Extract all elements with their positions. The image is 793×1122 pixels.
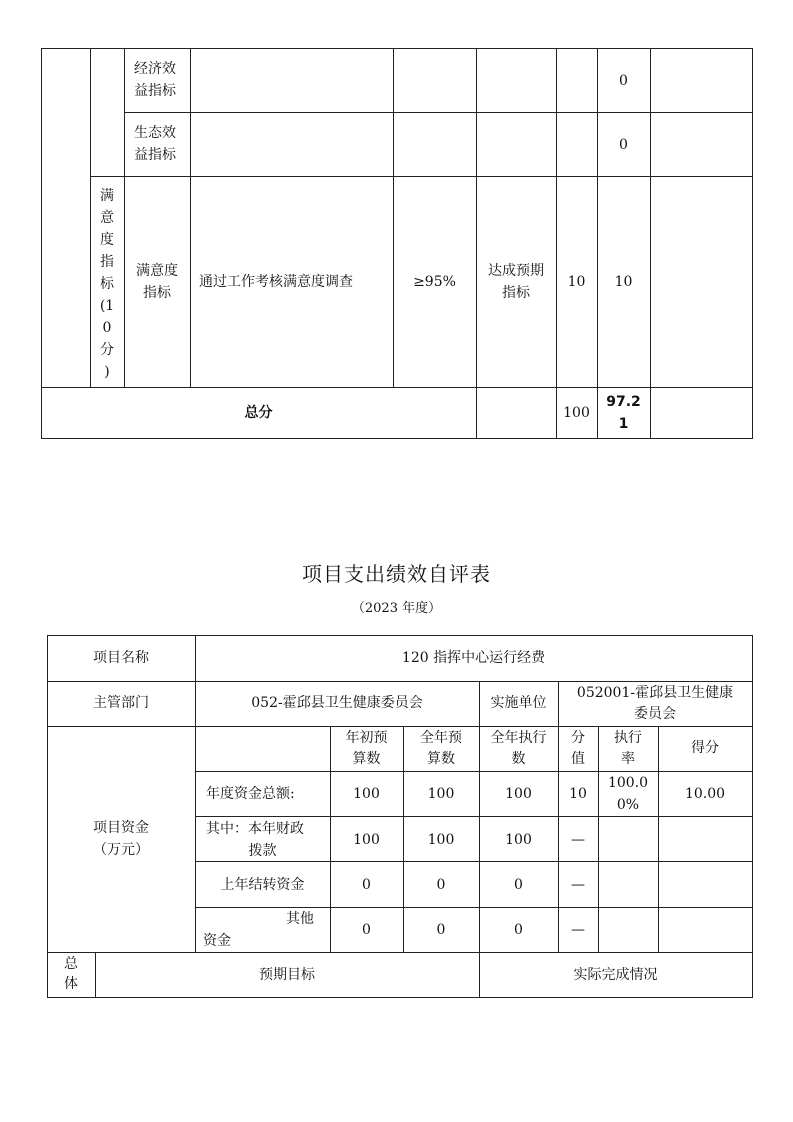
econ-indicator-label: 益指标	[134, 83, 176, 99]
total-label: 总分	[244, 405, 273, 421]
row-initial: 0	[362, 877, 371, 893]
row-label: 资金	[203, 933, 231, 949]
table-border	[124, 48, 125, 388]
table-border	[195, 816, 753, 817]
unit-label: 实施单位	[490, 695, 547, 711]
satisfaction-category: 标	[100, 276, 114, 292]
satisfaction-result: 指标	[502, 285, 530, 301]
table-border	[650, 48, 651, 439]
row-annual: 100	[427, 832, 455, 848]
header-initial-budget: 年初预	[345, 730, 388, 746]
funds-label: 项目资金	[93, 820, 149, 836]
table-border	[124, 112, 753, 113]
row-label: 其他	[286, 911, 314, 927]
table-border	[752, 635, 753, 998]
project-name-label: 项目名称	[93, 650, 149, 666]
table-border	[195, 771, 753, 772]
total-score: 97.2	[606, 394, 641, 410]
satisfaction-target: ≥95%	[413, 274, 456, 290]
table-border	[658, 726, 659, 953]
row-executed: 100	[505, 832, 532, 848]
header-rate: 执行	[614, 730, 642, 746]
satisfaction-category: 0	[102, 320, 112, 336]
row-initial: 100	[353, 786, 380, 802]
row-score: 10.00	[684, 786, 726, 802]
table-border	[41, 48, 753, 49]
table-border	[47, 952, 753, 953]
row-rate: 0%	[616, 797, 640, 813]
expected-goal-label: 预期目标	[259, 967, 315, 983]
header-annual-budget: 算数	[427, 751, 455, 767]
row-annual: 0	[436, 922, 446, 938]
dept-label: 主管部门	[93, 695, 149, 711]
satisfaction-content: 通过工作考核满意度调查	[199, 274, 353, 290]
table-border	[47, 635, 753, 636]
eco-indicator-label: 益指标	[134, 147, 176, 163]
row-weight: —	[571, 922, 585, 938]
actual-completion-label: 实际完成情况	[573, 967, 658, 983]
row-label: 上年结转资金	[220, 877, 305, 893]
table-border	[190, 48, 191, 388]
row-executed: 0	[514, 877, 523, 893]
unit-value: 052001-霍邱县卫生健康	[576, 685, 734, 701]
row-label: 年度资金总额:	[206, 786, 295, 802]
unit-value: 委员会	[634, 706, 676, 722]
row-weight: —	[571, 877, 585, 893]
row-initial: 0	[362, 922, 371, 938]
table-border	[195, 635, 196, 953]
page-title: 项目支出绩效自评表	[302, 562, 491, 586]
table-border	[41, 387, 753, 388]
header-executed: 全年执行	[490, 730, 547, 746]
project-name: 120 指挥中心运行经费	[401, 650, 546, 666]
row-label: 拨款	[248, 843, 277, 859]
header-rate: 率	[621, 751, 635, 767]
satisfaction-weight: 10	[567, 274, 586, 290]
table-border	[41, 438, 753, 439]
year-label: （2023 年度）	[351, 601, 442, 616]
row-executed: 100	[505, 786, 532, 802]
satisfaction-indicator-label: 满意度	[136, 263, 178, 279]
eco-indicator-label: 生态效	[134, 125, 176, 141]
econ-indicator-label: 经济效	[134, 61, 176, 77]
row-weight: 10	[569, 786, 587, 802]
satisfaction-result: 达成预期	[488, 263, 544, 279]
funds-label: （万元）	[93, 842, 149, 858]
satisfaction-category: 指	[100, 254, 114, 270]
table-border	[752, 48, 753, 439]
header-score: 得分	[691, 740, 719, 756]
satisfaction-category: 意	[100, 210, 114, 226]
table-border	[476, 48, 477, 439]
eco-indicator-score: 0	[619, 137, 628, 153]
table-border	[597, 48, 598, 439]
row-rate: 100.0	[607, 775, 649, 791]
row-label: 其中：本年财政	[206, 821, 304, 837]
table-border	[393, 48, 394, 388]
header-weight: 值	[571, 751, 585, 767]
table-border	[195, 907, 753, 908]
satisfaction-category: 满	[100, 188, 114, 204]
total-score: 1	[618, 416, 629, 432]
header-initial-budget: 算数	[352, 751, 381, 767]
satisfaction-score: 10	[614, 274, 633, 290]
row-weight: —	[571, 832, 585, 848]
satisfaction-category: (1	[99, 298, 115, 314]
header-weight: 分	[571, 730, 585, 746]
row-initial: 100	[353, 832, 380, 848]
econ-indicator-score: 0	[619, 73, 628, 89]
table-border	[556, 48, 557, 439]
table-border	[47, 997, 753, 998]
satisfaction-category: )	[104, 364, 110, 380]
goal-label: 体	[64, 976, 78, 992]
dept-value: 052-霍邱县卫生健康委员会	[251, 695, 423, 711]
satisfaction-category: 分	[100, 342, 114, 358]
header-annual-budget: 全年预	[420, 730, 462, 746]
row-annual: 100	[427, 786, 455, 802]
row-annual: 0	[436, 877, 446, 893]
total-weight: 100	[563, 405, 590, 421]
table-border	[41, 48, 42, 439]
satisfaction-indicator-label: 指标	[143, 285, 171, 301]
satisfaction-category: 度	[100, 232, 114, 248]
row-executed: 0	[514, 922, 523, 938]
header-executed: 数	[511, 751, 526, 767]
goal-label: 总	[64, 956, 78, 972]
